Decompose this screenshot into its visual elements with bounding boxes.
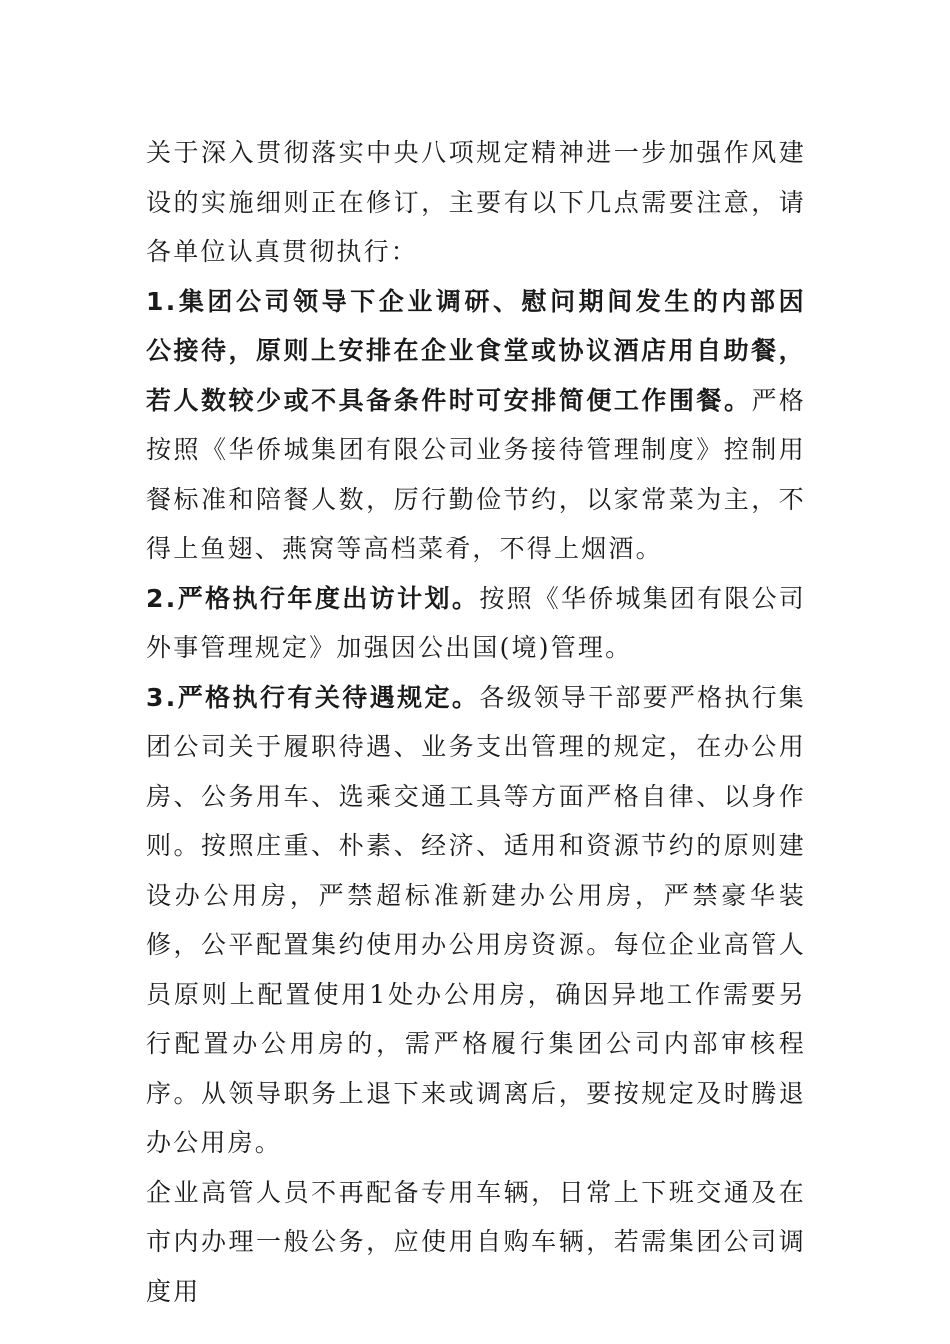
document-page — [146, 128, 806, 1316]
intro-text: 关于深入贯彻落实中央八项规定精神进一步加强作风建设的实施细则正在修订，主要有以下几点需要注意，请各单位认真贯彻执行： — [146, 138, 806, 266]
item-2-paragraph — [146, 574, 806, 673]
item-2-heading: 2.严格执行年度出访计划。 — [146, 583, 480, 613]
closing-paragraph — [146, 1168, 806, 1317]
item-3-heading: 3.严格执行有关待遇规定。 — [146, 682, 480, 712]
intro-paragraph — [146, 128, 806, 277]
item-1-paragraph — [146, 277, 806, 574]
item-1-body: 严格按照《华侨城集团有限公司业务接待管理制度》控制用餐标准和陪餐人数，厉行勤俭节约，以家常菜为主，不得上鱼翅、燕窝等高档菜肴，不得上烟酒。 — [146, 385, 806, 563]
closing-text: 企业高管人员不再配备专用车辆，日常上下班交通及在市内办理一般公务，应使用自购车辆，若需集团公司调度用 — [146, 1177, 806, 1306]
item-3-paragraph — [146, 673, 806, 1168]
item-1-heading: 1.集团公司领导下企业调研、慰问期间发生的内部因公接待，原则上安排在企业食堂或协议酒店用自助餐，若人数较少或不具备条件时可安排简便工作围餐。 — [146, 286, 806, 415]
item-3-body: 各级领导干部要严格执行集团公司关于履职待遇、业务支出管理的规定，在办公用房、公务用车、选乘交通工具等方面严格自律、以身作则。按照庄重、朴素、经济、适用和资源节约的原则建设办公用房，严禁超标准新建办公用房，严禁豪华装修，公平配置集约使用办公用房资源。每位企业高管人员原则上配置使用1处办公用房，确因异地工作需要另行配置办公用房的，需严格履行集团公司内部审核程序。从领导职务上退下来或调离后，要按规定及时腾退办公用房。 — [146, 682, 806, 1157]
item-2-body: 按照《华侨城集团有限公司外事管理规定》加强因公出国(境)管理。 — [146, 583, 806, 662]
